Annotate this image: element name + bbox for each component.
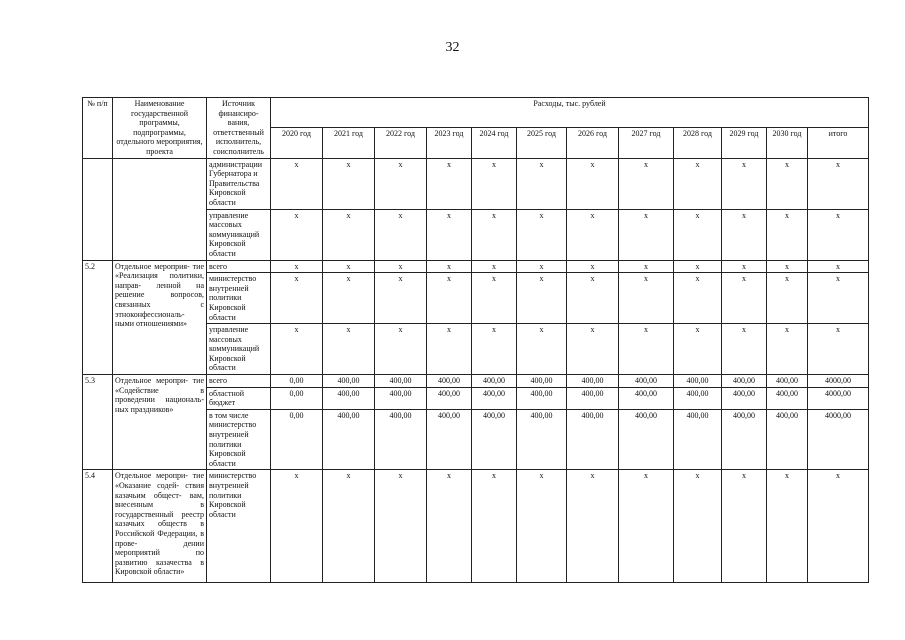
cell-value: x <box>323 260 375 273</box>
cell-value: x <box>722 324 767 375</box>
table-row <box>83 375 869 388</box>
cell-value: x <box>427 158 472 209</box>
cell-value: x <box>323 209 375 260</box>
cell-value: x <box>808 470 869 583</box>
cell-value: x <box>472 260 517 273</box>
header-name: Наименование государственной программы, подпрограммы, отдельного мероприятия, проекта <box>113 98 207 159</box>
cell-value: 400,00 <box>619 375 674 388</box>
cell-value: x <box>517 273 567 324</box>
cell-value: x <box>271 324 323 375</box>
header-total: итого <box>808 128 869 158</box>
cell-value: x <box>375 260 427 273</box>
row-number: 5.3 <box>83 375 113 470</box>
cell-value: x <box>472 209 517 260</box>
row-source: министерство внутренней политики Кировской области <box>207 273 271 324</box>
cell-value: 0,00 <box>271 375 323 388</box>
cell-value: 4000,00 <box>808 375 869 388</box>
cell-value: x <box>722 273 767 324</box>
cell-value: 400,00 <box>472 409 517 470</box>
cell-value: x <box>472 470 517 583</box>
cell-value: x <box>767 470 808 583</box>
cell-value: x <box>808 209 869 260</box>
cell-value: 400,00 <box>767 375 808 388</box>
cell-value: 400,00 <box>517 375 567 388</box>
cell-value: 400,00 <box>567 409 619 470</box>
cell-value: 400,00 <box>375 409 427 470</box>
row-name: Отдельное меропри- тие «Содействие в проведении националь- ных праздников» <box>113 375 207 470</box>
cell-value: 400,00 <box>767 387 808 409</box>
cell-value: x <box>472 273 517 324</box>
cell-value: x <box>767 273 808 324</box>
cell-value: x <box>674 273 722 324</box>
header-year: 2030 год <box>767 128 808 158</box>
cell-value: 400,00 <box>323 387 375 409</box>
cell-value: x <box>674 209 722 260</box>
cell-value: x <box>271 209 323 260</box>
table-row <box>83 158 869 209</box>
header-year: 2023 год <box>427 128 472 158</box>
cell-value: x <box>619 470 674 583</box>
cell-value: 400,00 <box>472 375 517 388</box>
cell-value: x <box>808 260 869 273</box>
cell-value: 400,00 <box>722 387 767 409</box>
header-year: 2022 год <box>375 128 427 158</box>
cell-value: x <box>271 470 323 583</box>
cell-value: x <box>427 273 472 324</box>
cell-value: x <box>375 324 427 375</box>
cell-value: x <box>808 273 869 324</box>
cell-value: 400,00 <box>427 375 472 388</box>
cell-value: x <box>472 324 517 375</box>
cell-value: 400,00 <box>375 387 427 409</box>
cell-value: x <box>567 273 619 324</box>
cell-value: 400,00 <box>674 375 722 388</box>
cell-value: x <box>427 209 472 260</box>
cell-value: x <box>271 273 323 324</box>
cell-value: 400,00 <box>517 409 567 470</box>
cell-value: 400,00 <box>472 387 517 409</box>
cell-value: x <box>323 158 375 209</box>
cell-value: x <box>517 324 567 375</box>
cell-value: 400,00 <box>427 409 472 470</box>
cell-value: x <box>619 260 674 273</box>
cell-value: x <box>375 470 427 583</box>
cell-value: x <box>619 324 674 375</box>
cell-value: x <box>674 324 722 375</box>
cell-value: x <box>427 260 472 273</box>
cell-value: 400,00 <box>722 375 767 388</box>
cell-value: x <box>674 470 722 583</box>
cell-value: 400,00 <box>722 409 767 470</box>
cell-value: x <box>271 158 323 209</box>
cell-value: x <box>323 273 375 324</box>
table-row <box>83 470 869 583</box>
cell-value: x <box>472 158 517 209</box>
cell-value: x <box>271 260 323 273</box>
cell-value: x <box>375 273 427 324</box>
cell-value: 400,00 <box>375 375 427 388</box>
cell-value: 4000,00 <box>808 409 869 470</box>
header-year: 2025 год <box>517 128 567 158</box>
row-source: в том числе министерство внутренней политики Кировской области <box>207 409 271 470</box>
cell-value: x <box>427 470 472 583</box>
cell-value: 400,00 <box>323 375 375 388</box>
row-source: администрации Губернатора и Правительства Кировской области <box>207 158 271 209</box>
header-year: 2020 год <box>271 128 323 158</box>
row-source: всего <box>207 260 271 273</box>
cell-value: x <box>375 209 427 260</box>
table-row <box>83 260 869 273</box>
cell-value: x <box>619 209 674 260</box>
page-number: 32 <box>445 40 460 55</box>
row-number-cell <box>83 158 113 260</box>
cell-value: x <box>517 470 567 583</box>
header-year: 2024 год <box>472 128 517 158</box>
header-year: 2029 год <box>722 128 767 158</box>
cell-value: x <box>722 209 767 260</box>
cell-value: 400,00 <box>567 375 619 388</box>
cell-value: 400,00 <box>674 409 722 470</box>
cell-value: 0,00 <box>271 387 323 409</box>
cell-value: x <box>619 273 674 324</box>
cell-value: x <box>517 158 567 209</box>
header-year: 2026 год <box>567 128 619 158</box>
budget-table <box>82 97 869 583</box>
cell-value: x <box>722 470 767 583</box>
cell-value: x <box>767 158 808 209</box>
row-number: 5.2 <box>83 260 113 375</box>
cell-value: x <box>567 158 619 209</box>
cell-value: x <box>674 260 722 273</box>
cell-value: x <box>567 260 619 273</box>
row-source: управление массовых коммуникаций Кировской области <box>207 209 271 260</box>
row-number: 5.4 <box>83 470 113 583</box>
header-year: 2028 год <box>674 128 722 158</box>
cell-value: x <box>619 158 674 209</box>
row-name: Отдельное меропри- тие «Оказание содей- ствия казачьим общест- вам, внесенным в государственный реестр казачьих обществ в Российской Федерации, в прове- дении мероприятий по развитию казачества в Кировской области» <box>113 470 207 583</box>
row-source: всего <box>207 375 271 388</box>
cell-value: x <box>808 158 869 209</box>
cell-value: 4000,00 <box>808 387 869 409</box>
header-year: 2021 год <box>323 128 375 158</box>
cell-value: x <box>323 324 375 375</box>
cell-value: x <box>323 470 375 583</box>
cell-value: 400,00 <box>674 387 722 409</box>
row-name: Отдельное мероприя- тие «Реализация политики, направ- ленной на решение вопросов, связанных с этноконфессиональ- ными отношениями» <box>113 260 207 375</box>
cell-value: x <box>674 158 722 209</box>
cell-value: x <box>767 324 808 375</box>
cell-value: x <box>517 209 567 260</box>
cell-value: x <box>722 260 767 273</box>
cell-value: x <box>767 209 808 260</box>
header-expenses: Расходы, тыс. рублей <box>271 98 869 128</box>
cell-value: x <box>517 260 567 273</box>
cell-value: 400,00 <box>517 387 567 409</box>
header-source: Источник финансиро- вания, ответственный исполнитель, соисполнитель <box>207 98 271 159</box>
header-row-top <box>83 98 869 128</box>
cell-value: x <box>567 324 619 375</box>
row-name-cell <box>113 158 207 260</box>
cell-value: 400,00 <box>567 387 619 409</box>
cell-value: 400,00 <box>323 409 375 470</box>
cell-value: 0,00 <box>271 409 323 470</box>
cell-value: x <box>808 324 869 375</box>
header-year: 2027 год <box>619 128 674 158</box>
row-source: министерство внутренней политики Кировской области <box>207 470 271 583</box>
cell-value: x <box>567 470 619 583</box>
cell-value: 400,00 <box>619 387 674 409</box>
cell-value: x <box>567 209 619 260</box>
row-source: областной бюджет <box>207 387 271 409</box>
cell-value: 400,00 <box>619 409 674 470</box>
cell-value: x <box>427 324 472 375</box>
header-num: № п/п <box>83 98 113 159</box>
cell-value: x <box>767 260 808 273</box>
cell-value: x <box>375 158 427 209</box>
cell-value: 400,00 <box>767 409 808 470</box>
cell-value: x <box>722 158 767 209</box>
row-source: управление массовых коммуникаций Кировской области <box>207 324 271 375</box>
cell-value: 400,00 <box>427 387 472 409</box>
